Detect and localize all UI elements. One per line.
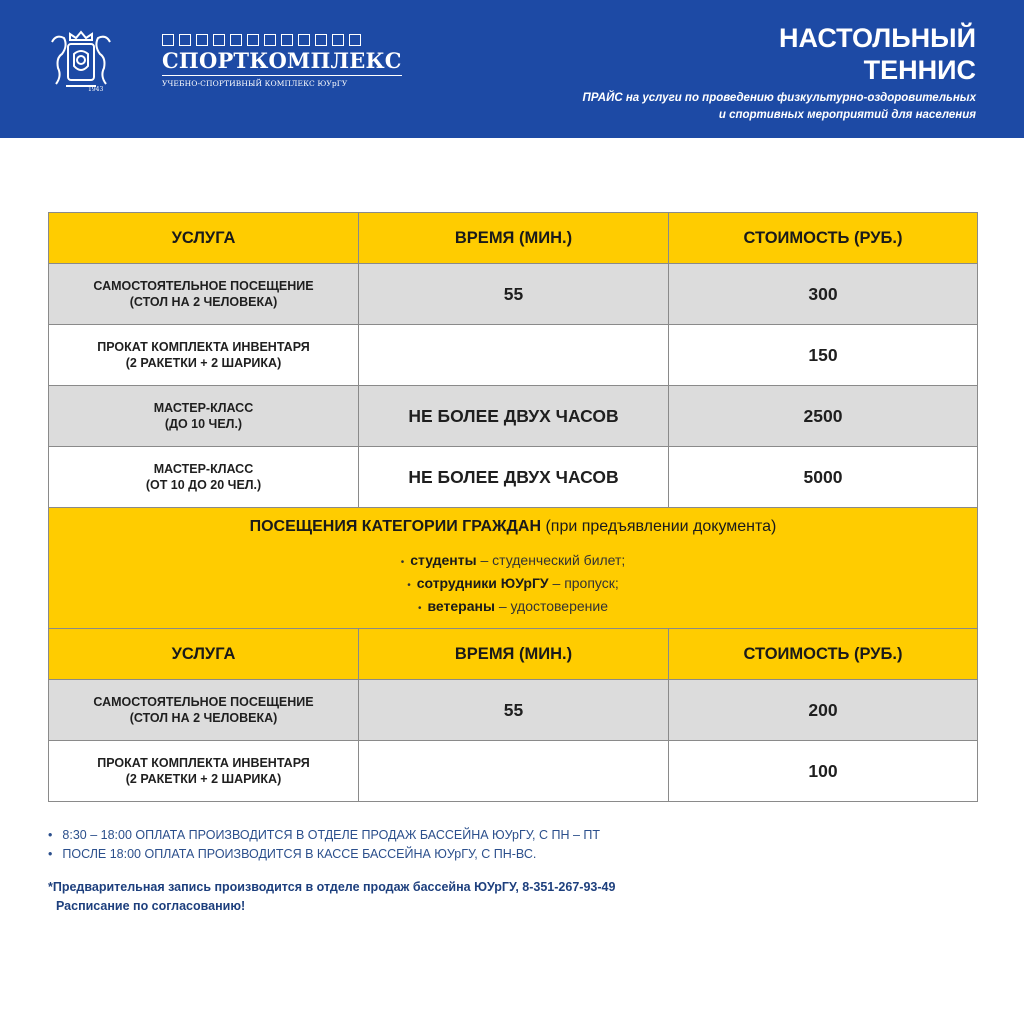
service-detail: (ОТ 10 ДО 20 ЧЕЛ.)	[145, 478, 262, 492]
service-detail: (СТОЛ НА 2 ЧЕЛОВЕКА)	[129, 295, 278, 309]
note-text: ПОСЛЕ 18:00 ОПЛАТА ПРОИЗВОДИТСЯ В КАССЕ БАССЕЙНА ЮУрГУ, С ПН-ВС.	[62, 847, 537, 861]
category-row	[49, 508, 978, 629]
service-cell	[49, 680, 359, 741]
service-cell	[49, 264, 359, 325]
note-item	[48, 845, 600, 864]
brand-year: 1943	[88, 86, 104, 93]
column-header-time: ВРЕМЯ (МИН.)	[359, 213, 669, 264]
service-name: МАСТЕР-КЛАСС	[153, 462, 254, 476]
service-cell	[49, 447, 359, 508]
time-cell: 55	[359, 680, 669, 741]
category-item	[49, 550, 977, 573]
page-title-line1: НАСТОЛЬНЫЙ	[779, 23, 976, 53]
table-row	[49, 386, 978, 447]
booking-note: *Предварительная запись производится в отделе продаж бассейна ЮУрГУ, 8-351-267-93-49	[48, 880, 616, 894]
category-item-doc: – студенческий билет;	[480, 551, 626, 568]
price-cell: 200	[669, 680, 978, 741]
service-name: ПРОКАТ КОМПЛЕКТА ИНВЕНТАРЯ	[97, 340, 310, 354]
table-row	[49, 447, 978, 508]
brand-subtitle: УЧЕБНО-СПОРТИВНЫЙ КОМПЛЕКС ЮУрГУ	[162, 79, 348, 88]
page-subtitle-line2: и спортивных мероприятий для населения	[718, 109, 976, 121]
note-text: 8:30 – 18:00 ОПЛАТА ПРОИЗВОДИТСЯ В ОТДЕЛЕ ПРОДАЖ БАССЕЙНА ЮУрГУ, С ПН – ПТ	[62, 828, 601, 842]
bullet-dot-icon: •	[400, 556, 405, 568]
category-title	[49, 518, 977, 536]
service-detail: (ДО 10 ЧЕЛ.)	[164, 417, 243, 431]
table-row	[49, 741, 978, 802]
price-cell: 2500	[669, 386, 978, 447]
price-cell: 100	[669, 741, 978, 802]
bullet-dot-icon: •	[417, 602, 422, 614]
page-subtitle-line1: ПРАЙС на услуги по проведению физкультурно-оздоровительных	[582, 92, 976, 104]
time-cell	[359, 325, 669, 386]
category-item	[49, 573, 977, 596]
column-header-price: СТОИМОСТЬ (РУБ.)	[669, 629, 978, 680]
note-item	[48, 826, 600, 845]
service-detail: (2 РАКЕТКИ + 2 ШАРИКА)	[125, 772, 282, 786]
service-cell	[49, 741, 359, 802]
table-header-row	[49, 213, 978, 264]
category-item	[49, 596, 977, 619]
category-item-name: студенты	[410, 551, 477, 568]
category-item-name: сотрудники ЮУрГУ	[416, 574, 549, 591]
sport-pictogram-icons	[162, 34, 402, 46]
price-cell: 150	[669, 325, 978, 386]
university-crest-icon	[46, 30, 116, 94]
category-item-doc: – пропуск;	[552, 574, 619, 591]
table-header-row	[49, 629, 978, 680]
page-title	[779, 22, 976, 86]
column-header-service: УСЛУГА	[49, 213, 359, 264]
time-cell: НЕ БОЛЕЕ ДВУХ ЧАСОВ	[359, 386, 669, 447]
service-name: ПРОКАТ КОМПЛЕКТА ИНВЕНТАРЯ	[97, 756, 310, 770]
table-row	[49, 680, 978, 741]
category-cell	[49, 508, 978, 629]
column-header-time: ВРЕМЯ (МИН.)	[359, 629, 669, 680]
header-banner	[0, 0, 1024, 138]
category-title-note: (при предъявлении документа)	[545, 517, 777, 535]
page-subtitle	[536, 90, 976, 124]
brand-name: СПОРТКОМПЛЕКС	[162, 49, 402, 76]
page-title-line2: ТЕННИС	[863, 55, 976, 85]
bullet-dot-icon: •	[407, 579, 411, 591]
bullet-dot-icon: •	[48, 828, 53, 842]
service-cell	[49, 386, 359, 447]
table-row	[49, 264, 978, 325]
table-row	[49, 325, 978, 386]
price-cell: 5000	[669, 447, 978, 508]
service-detail: (СТОЛ НА 2 ЧЕЛОВЕКА)	[129, 711, 278, 725]
price-table	[48, 212, 978, 802]
schedule-note: Расписание по согласованию!	[56, 899, 246, 913]
time-cell: НЕ БОЛЕЕ ДВУХ ЧАСОВ	[359, 447, 669, 508]
time-cell	[359, 741, 669, 802]
brand-block	[162, 34, 402, 88]
column-header-service: УСЛУГА	[49, 629, 359, 680]
payment-notes	[48, 826, 600, 864]
service-name: САМОСТОЯТЕЛЬНОЕ ПОСЕЩЕНИЕ	[93, 279, 314, 293]
service-name: МАСТЕР-КЛАСС	[153, 401, 254, 415]
service-name: САМОСТОЯТЕЛЬНОЕ ПОСЕЩЕНИЕ	[93, 695, 314, 709]
service-detail: (2 РАКЕТКИ + 2 ШАРИКА)	[125, 356, 282, 370]
time-cell: 55	[359, 264, 669, 325]
category-item-doc: – удостоверение	[498, 597, 608, 614]
price-cell: 300	[669, 264, 978, 325]
category-item-name: ветераны	[427, 597, 495, 614]
column-header-price: СТОИМОСТЬ (РУБ.)	[669, 213, 978, 264]
bullet-dot-icon: •	[48, 847, 53, 861]
service-cell	[49, 325, 359, 386]
footer-note	[48, 878, 615, 916]
category-title-bold: ПОСЕЩЕНИЯ КАТЕГОРИИ ГРАЖДАН	[249, 517, 542, 535]
